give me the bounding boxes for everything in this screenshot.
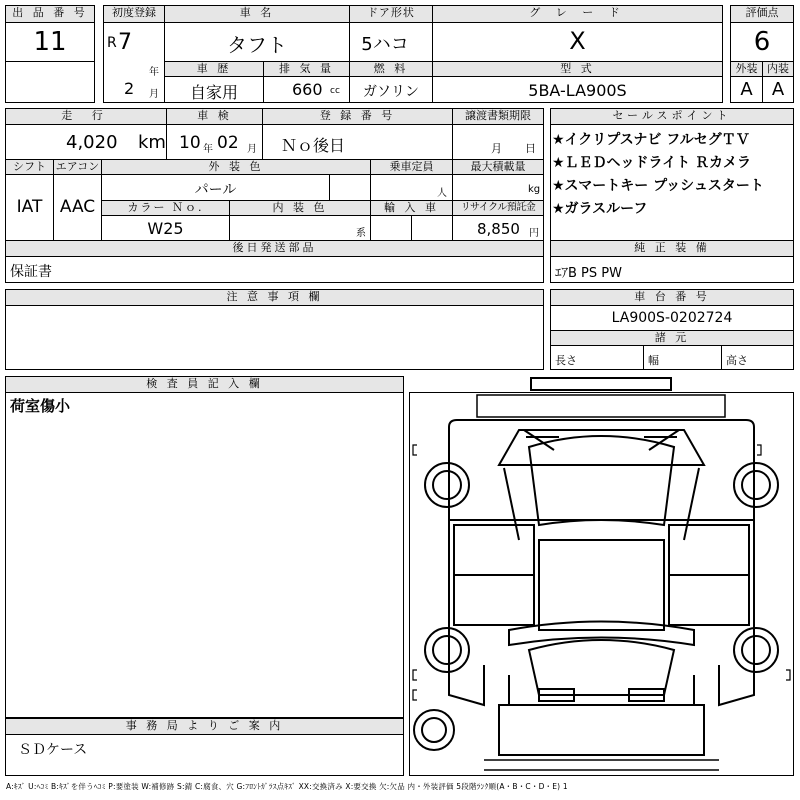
car-name-box [164, 22, 350, 62]
aircon-header: エアコン [53, 159, 102, 175]
color-number-header: カラー Ｎｏ. [101, 200, 230, 216]
recycle-unit: 円 [529, 228, 539, 239]
era-mark: R [107, 35, 117, 51]
sales-points-header: セールスポイント [550, 108, 794, 125]
inspection-header: 車 検 [166, 108, 263, 125]
year-unit: 年 [149, 67, 159, 78]
notes-header: 注 意 事 項 欄 [5, 289, 544, 306]
exterior-color-extra [329, 174, 371, 201]
displacement-unit: cc [330, 86, 340, 96]
interior-grade-box [762, 76, 794, 103]
grade-box [432, 22, 723, 62]
displacement-box [263, 76, 350, 103]
import-box-b [411, 215, 453, 241]
car-name-value: タフト [227, 33, 287, 57]
width-box [643, 345, 722, 370]
chassis-number-header: 車 台 番 号 [550, 289, 794, 306]
lot-number-value: 11 [33, 27, 67, 57]
import-header: 輸 入 車 [370, 200, 453, 216]
genuine-equipment-value: ｴｱB PS PW [555, 266, 622, 281]
office-info-value: ＳＤケース [18, 742, 88, 758]
interior-color-unit: 系 [356, 228, 366, 239]
notes-box [5, 305, 544, 370]
history-value: 自家用 [189, 83, 238, 102]
legend-text: A:ｷｽﾞ U:ﾍｺﾐ B:ｷｽﾞを伴うﾍｺﾐ P:要塗装 W:補修跡 S:錆 C:腐食、穴 G:ﾌﾛﾝﾄｶﾞﾗｽ点ｷｽﾞ XX:交換済み X:要交換 欠:欠品 内・外装評価 5段階ﾗﾝｸ順(A・B・C・D・E) 1 [6, 782, 568, 791]
inspector-notes-value: 荷室傷小 [10, 397, 71, 415]
interior-color-header: 内 装 色 [229, 200, 371, 216]
inspection-year: 10 [179, 133, 201, 153]
color-number-box [101, 215, 230, 241]
lot-number-header: 出 品 番 号 [5, 5, 95, 23]
later-parts-header: 後日発送部品 [5, 240, 544, 257]
plate-number-box [262, 124, 453, 160]
office-info-header: 事 務 局 よ り ご 案 内 [5, 718, 404, 735]
car-name-header: 車 名 [164, 5, 350, 23]
chassis-number-value: LA900S-0202724 [611, 310, 733, 326]
recycle-value: 8,850 [477, 220, 520, 238]
interior-grade-header: 内装 [762, 61, 794, 77]
length-box [550, 345, 644, 370]
first-registration-header: 初度登録 [103, 5, 165, 23]
transfer-deadline-box [452, 124, 544, 160]
max-load-header: 最大積載量 [452, 159, 544, 175]
height-box [721, 345, 794, 370]
grade-header: グ レ ー ド [432, 5, 723, 23]
inspection-box [166, 124, 263, 160]
sales-point: ★ＬＥＤヘッドライト Ｒカメラ [552, 155, 752, 171]
length-label: 長さ [555, 354, 577, 367]
plate-number-value: Ｎｏ後日 [281, 136, 346, 155]
door-type-value: 5ハコ [361, 34, 409, 55]
inspection-month: 02 [217, 133, 239, 153]
fuel-header: 燃 料 [349, 61, 433, 77]
model-code-box [432, 76, 723, 103]
inspection-year-unit: 年 [203, 144, 213, 155]
capacity-unit: 人 [437, 188, 447, 199]
car-body-diagram [409, 375, 794, 777]
sales-point: ★スマートキー プッシュスタート [552, 178, 764, 194]
registration-month: 2 [124, 79, 135, 98]
transfer-deadline-header: 譲渡書類期限 [452, 108, 544, 125]
mileage-header: 走 行 [5, 108, 167, 125]
specs-header: 諸 元 [550, 330, 794, 346]
inspector-notes-header: 検 査 員 記 入 欄 [5, 376, 404, 393]
displacement-value: 660 [292, 80, 323, 99]
fuel-box [349, 76, 433, 103]
score-box [730, 22, 794, 62]
sales-point: ★イクリプスナビ フルセグＴＶ [552, 132, 750, 148]
exterior-grade-value: A [740, 79, 753, 100]
mileage-unit: km [138, 132, 166, 153]
import-box-a [370, 215, 412, 241]
sales-point: ★ガラスルーフ [552, 201, 648, 217]
transfer-day-unit: 日 [525, 142, 536, 155]
transfer-month-unit: 月 [491, 142, 502, 155]
grade-value: X [569, 27, 586, 55]
displacement-header: 排 気 量 [263, 61, 350, 77]
genuine-equipment-box [550, 256, 794, 283]
max-load-unit: kg [528, 184, 541, 195]
mileage-box [5, 124, 167, 160]
model-code-header: 型 式 [432, 61, 723, 77]
exterior-grade-box [730, 76, 763, 103]
office-info-box [5, 734, 404, 776]
inspection-month-unit: 月 [247, 144, 257, 155]
later-parts-box [5, 256, 544, 283]
sales-points-box [550, 124, 794, 241]
exterior-color-header: 外 装 色 [101, 159, 371, 175]
capacity-header: 乗車定員 [370, 159, 453, 175]
shift-value: IAT [16, 197, 43, 217]
height-label: 高さ [726, 354, 748, 367]
lot-number-box [5, 22, 95, 62]
color-number-value: W25 [147, 219, 184, 238]
fuel-value: ガソリン [363, 84, 419, 100]
chassis-number-box [550, 305, 794, 331]
plate-number-header: 登 録 番 号 [262, 108, 453, 125]
model-code-value: 5BA-LA900S [528, 81, 627, 100]
score-value: 6 [753, 27, 771, 57]
shift-box [5, 174, 54, 241]
recycle-header: リサイクル預託金 [452, 200, 544, 216]
max-load-box [452, 174, 544, 201]
history-header: 車 歴 [164, 61, 264, 77]
score-header: 評価点 [730, 5, 794, 23]
registration-year: 7 [118, 30, 132, 55]
exterior-color-value: パール [194, 182, 237, 198]
aircon-box [53, 174, 102, 241]
lot-number-blank [5, 61, 95, 103]
first-registration-box [103, 22, 165, 103]
shift-header: シフト [5, 159, 54, 175]
exterior-color-box [101, 174, 330, 201]
inspector-notes-box [5, 392, 404, 718]
later-parts-value: 保証書 [10, 264, 52, 280]
history-box [164, 76, 264, 103]
interior-grade-value: A [771, 79, 785, 100]
interior-color-box [229, 215, 371, 241]
month-unit: 月 [149, 89, 159, 100]
mileage-value: 4,020 [66, 132, 118, 153]
capacity-box [370, 174, 453, 201]
genuine-equipment-header: 純 正 装 備 [550, 240, 794, 257]
recycle-box [452, 215, 544, 241]
door-type-box [349, 22, 433, 62]
door-type-header: ドア形状 [349, 5, 433, 23]
aircon-value: AAC [59, 197, 96, 217]
exterior-grade-header: 外装 [730, 61, 763, 77]
width-label: 幅 [648, 354, 659, 367]
